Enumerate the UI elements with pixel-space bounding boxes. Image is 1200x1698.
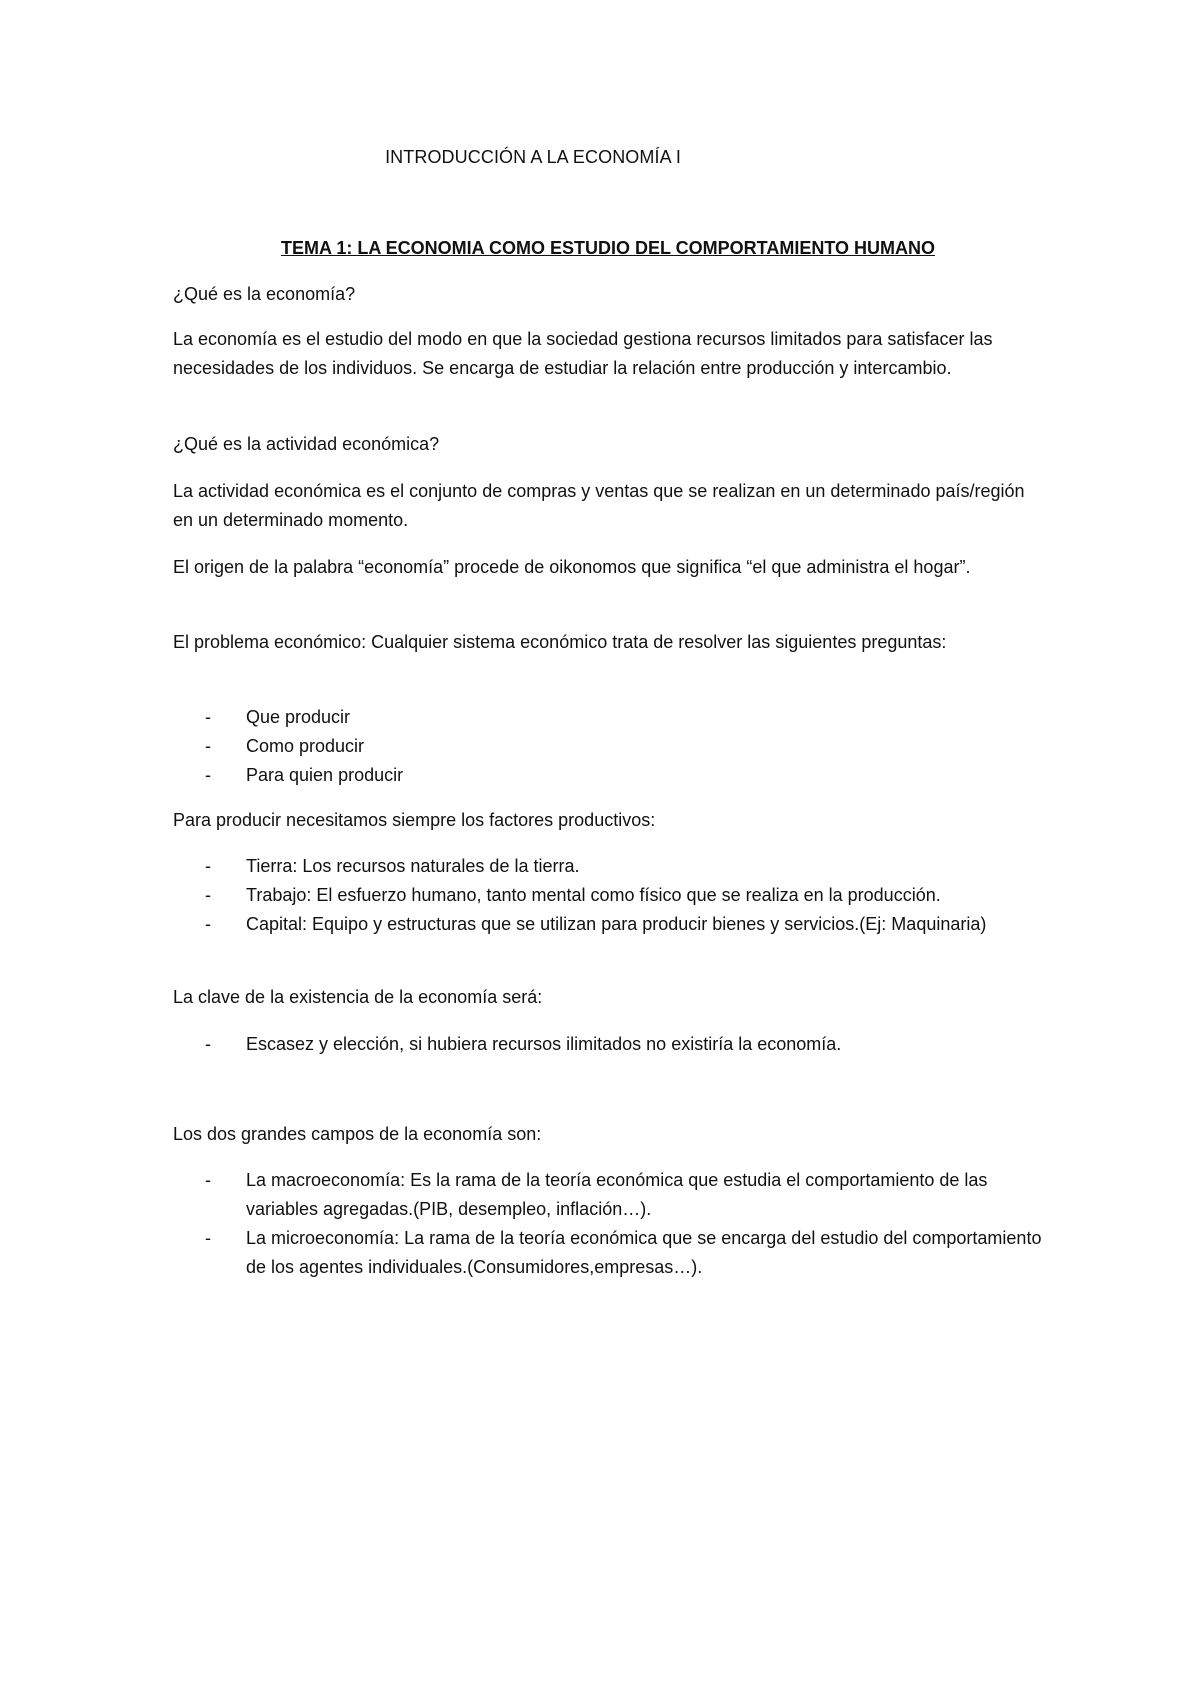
list-item-text: Para quien producir [246, 765, 404, 785]
dash-marker: - [205, 736, 211, 756]
list-item-text: La microeconomía: La rama de la teoría económica que se encarga del estudio del comportamiento de los agentes individuales.(Consumidores,empresas…). [246, 1228, 1042, 1277]
dash-marker: - [205, 707, 211, 727]
list-productive-factors [173, 852, 1043, 939]
question-economy: ¿Qué es la economía? [173, 284, 356, 304]
paragraph-economy-definition: La economía es el estudio del modo en que la sociedad gestiona recursos limitados para satisfacer las necesidades de los individuos. Se encarga de estudiar la relación entre producción y intercambio. [173, 329, 993, 378]
list-item [173, 1166, 1043, 1224]
list-item [173, 852, 1043, 881]
dash-marker: - [205, 765, 211, 785]
list-questions [173, 703, 1043, 790]
list-item [173, 881, 1043, 910]
list-item [173, 732, 1043, 761]
list-item [173, 761, 1043, 790]
list-item [173, 703, 1043, 732]
list-fields [173, 1166, 1043, 1282]
dash-marker: - [205, 1170, 211, 1190]
topic-heading: TEMA 1: LA ECONOMIA COMO ESTUDIO DEL COMPORTAMIENTO HUMANO [281, 238, 935, 258]
paragraph-fields: Los dos grandes campos de la economía son: [173, 1124, 542, 1144]
list-item-text: Capital: Equipo y estructuras que se utilizan para producir bienes y servicios.(Ej: Maquinaria) [246, 914, 987, 934]
dash-marker: - [205, 914, 211, 934]
dash-marker: - [205, 856, 211, 876]
list-key [173, 1030, 1043, 1059]
question-economic-activity: ¿Qué es la actividad económica? [173, 434, 440, 454]
list-item-text: Trabajo: El esfuerzo humano, tanto mental como físico que se realiza en la producción. [246, 885, 941, 905]
document-title: INTRODUCCIÓN A LA ECONOMÍA I [385, 147, 681, 167]
list-item [173, 1224, 1043, 1282]
list-item-text: Tierra: Los recursos naturales de la tierra. [246, 856, 580, 876]
list-item [173, 910, 1043, 939]
dash-marker: - [205, 1228, 211, 1248]
paragraph-productive-factors: Para producir necesitamos siempre los factores productivos: [173, 810, 656, 830]
dash-marker: - [205, 885, 211, 905]
list-item-text: Como producir [246, 736, 365, 756]
list-item-text: Escasez y elección, si hubiera recursos ilimitados no existiría la economía. [246, 1034, 842, 1054]
list-item-text: Que producir [246, 707, 351, 727]
list-item-text: La macroeconomía: Es la rama de la teoría económica que estudia el comportamiento de las variables agregadas.(PIB, desempleo, inflación…). [246, 1170, 988, 1219]
list-item [173, 1030, 1043, 1059]
document-page [173, 0, 1043, 1698]
paragraph-word-origin: El origen de la palabra “economía” procede de oikonomos que significa “el que administra el hogar”. [173, 557, 971, 577]
paragraph-economic-activity: La actividad económica es el conjunto de compras y ventas que se realizan en un determinado país/región en un determinado momento. [173, 481, 1025, 530]
paragraph-key: La clave de la existencia de la economía será: [173, 987, 543, 1007]
paragraph-economic-problem: El problema económico: Cualquier sistema económico trata de resolver las siguientes preguntas: [173, 632, 947, 652]
dash-marker: - [205, 1034, 211, 1054]
